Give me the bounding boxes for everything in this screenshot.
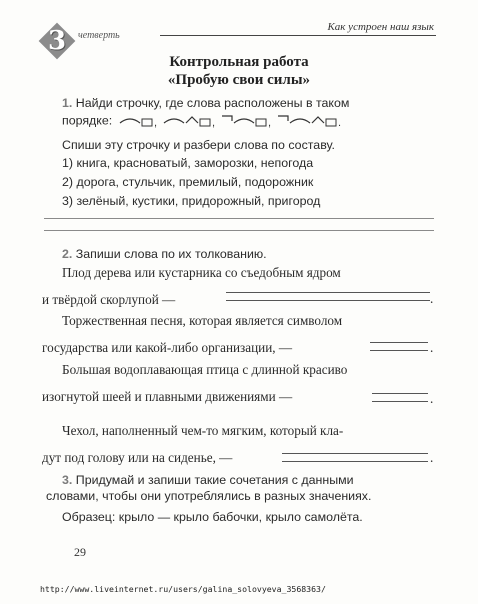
task1-text: Найди строчку, где слова расположены в таком bbox=[75, 96, 350, 110]
task3-text: Придумай и запиши такие сочетания с данными bbox=[75, 473, 354, 487]
answer-line[interactable] bbox=[372, 401, 428, 402]
svg-text:,: , bbox=[267, 117, 271, 129]
task2-text: Запиши слова по их толкованию. bbox=[75, 247, 267, 261]
svg-text:,: , bbox=[211, 117, 215, 129]
answer-line[interactable] bbox=[372, 393, 428, 394]
task1-option-2: 2) дорога, стульчик, премилый, подорожник bbox=[62, 175, 314, 189]
definition-line: дут под голову или на сиденье, — bbox=[42, 450, 233, 465]
answer-line[interactable] bbox=[226, 292, 430, 293]
watermark-url: http://www.liveinternet.ru/users/galina_solovyeva_3568363/ bbox=[40, 584, 326, 594]
task1-order-line bbox=[62, 113, 346, 129]
answer-line[interactable] bbox=[44, 218, 434, 219]
task1-order-label: порядке: bbox=[62, 113, 113, 128]
period: . bbox=[430, 450, 434, 465]
definition-line: Торжественная песня, которая является символом bbox=[62, 313, 343, 328]
period: . bbox=[430, 340, 434, 355]
answer-line[interactable] bbox=[44, 230, 434, 231]
period: . bbox=[430, 391, 434, 406]
task2-instruction bbox=[62, 247, 267, 261]
task1-subinstruction: Спиши эту строчку и разбери слова по составу. bbox=[62, 138, 335, 152]
task1-number: 1. bbox=[62, 96, 73, 110]
quarter-label: четверть bbox=[78, 30, 120, 41]
definition-line: Плод дерева или кустарника со съедобным ядром bbox=[62, 265, 341, 280]
quarter-number: 3 bbox=[47, 26, 67, 56]
svg-text:.: . bbox=[337, 117, 341, 129]
quarter-badge bbox=[40, 24, 74, 58]
answer-line[interactable] bbox=[282, 453, 428, 454]
section-title: Как устроен наш язык bbox=[323, 21, 434, 33]
task3-instruction bbox=[62, 473, 354, 487]
task3-number: 3. bbox=[62, 473, 73, 487]
task3-example: Образец: крыло — крыло бабочки, крыло самолёта. bbox=[62, 510, 363, 524]
period: . bbox=[430, 291, 434, 306]
answer-line[interactable] bbox=[370, 350, 428, 351]
definition-line: Чехол, наполненный чем-то мягким, который кла- bbox=[62, 423, 344, 438]
task1-instruction bbox=[62, 96, 349, 110]
answer-line[interactable] bbox=[370, 342, 428, 343]
task3-instruction-cont: словами, чтобы они употреблялись в разных значениях. bbox=[46, 489, 372, 503]
definition-line: изогнутой шеей и плавными движениями — bbox=[42, 389, 293, 404]
morpheme-scheme-icon bbox=[116, 113, 346, 129]
answer-line[interactable] bbox=[282, 461, 428, 462]
answer-line[interactable] bbox=[226, 300, 430, 301]
definition-line: Большая водоплавающая птица с длинной красиво bbox=[62, 362, 348, 377]
header-divider bbox=[160, 35, 436, 36]
svg-text:,: , bbox=[153, 117, 157, 129]
definition-line: и твёрдой скорлупой — bbox=[42, 292, 176, 307]
page-subtitle: «Пробую свои силы» bbox=[167, 72, 311, 88]
page-title: Контрольная работа bbox=[169, 54, 309, 70]
task1-option-3: 3) зелёный, кустики, придорожный, пригород bbox=[62, 194, 321, 208]
page-number: 29 bbox=[74, 545, 86, 559]
task2-number: 2. bbox=[62, 247, 73, 261]
definition-line: государства или какой-либо организации, — bbox=[42, 340, 293, 355]
task1-option-1: 1) книга, красноватый, заморозки, непогода bbox=[62, 156, 314, 170]
